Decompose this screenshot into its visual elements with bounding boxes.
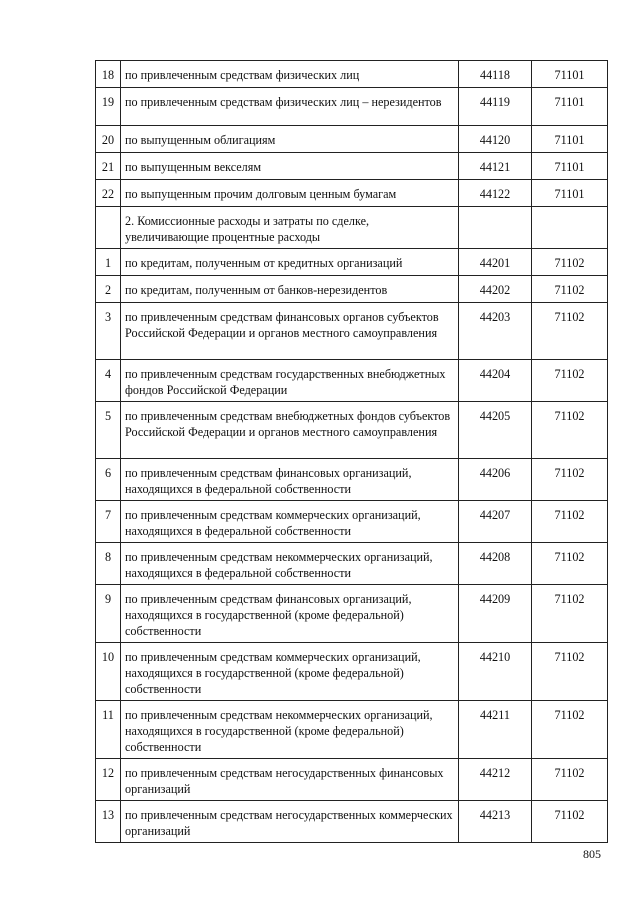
row-symbol-code — [532, 207, 608, 249]
row-number: 2 — [96, 276, 121, 303]
row-account-code: 44119 — [459, 88, 532, 126]
row-account-code — [459, 207, 532, 249]
row-account-code: 44204 — [459, 360, 532, 402]
row-account-code: 44201 — [459, 249, 532, 276]
row-account-code: 44205 — [459, 402, 532, 459]
row-account-code: 44209 — [459, 585, 532, 643]
row-symbol-code: 71101 — [532, 126, 608, 153]
row-symbol-code: 71102 — [532, 459, 608, 501]
row-number: 11 — [96, 701, 121, 759]
row-symbol-code: 71102 — [532, 360, 608, 402]
table-row — [96, 61, 608, 88]
row-number: 8 — [96, 543, 121, 585]
row-number: 13 — [96, 801, 121, 843]
row-account-code: 44121 — [459, 153, 532, 180]
row-number — [96, 207, 121, 249]
table-row — [96, 249, 608, 276]
row-account-code: 44202 — [459, 276, 532, 303]
table-row — [96, 276, 608, 303]
table-row — [96, 501, 608, 543]
row-number: 1 — [96, 249, 121, 276]
table-row — [96, 402, 608, 459]
row-symbol-code: 71102 — [532, 585, 608, 643]
row-description: по привлеченным средствам финансовых организаций, находящихся в федеральной собственности — [121, 459, 459, 501]
row-number: 20 — [96, 126, 121, 153]
row-description: по привлеченным средствам коммерческих организаций, находящихся в федеральной собственности — [121, 501, 459, 543]
row-number: 22 — [96, 180, 121, 207]
table-row — [96, 801, 608, 843]
table-row — [96, 643, 608, 701]
page-number: 805 — [583, 847, 601, 861]
row-description: по привлеченным средствам внебюджетных фондов субъектов Российской Федерации и органов местного самоуправления — [121, 402, 459, 459]
row-number: 18 — [96, 61, 121, 88]
table-row — [96, 360, 608, 402]
row-account-code: 44120 — [459, 126, 532, 153]
section-title: 2. Комиссионные расходы и затраты по сделке, увеличивающие процентные расходы — [121, 207, 459, 249]
row-account-code: 44212 — [459, 759, 532, 801]
table-row — [96, 543, 608, 585]
row-number: 9 — [96, 585, 121, 643]
row-number: 5 — [96, 402, 121, 459]
table-row — [96, 585, 608, 643]
table-row — [96, 88, 608, 126]
row-symbol-code: 71101 — [532, 61, 608, 88]
row-account-code: 44118 — [459, 61, 532, 88]
row-description: по привлеченным средствам некоммерческих организаций, находящихся в государственной (кроме федеральной) собственности — [121, 701, 459, 759]
row-description: по привлеченным средствам некоммерческих организаций, находящихся в федеральной собственности — [121, 543, 459, 585]
row-symbol-code: 71102 — [532, 276, 608, 303]
row-description: по привлеченным средствам финансовых органов субъектов Российской Федерации и органов местного самоуправления — [121, 303, 459, 360]
account-table-body — [96, 61, 608, 843]
row-description: по выпущенным векселям — [121, 153, 459, 180]
row-symbol-code: 71102 — [532, 759, 608, 801]
row-description: по выпущенным облигациям — [121, 126, 459, 153]
row-number: 4 — [96, 360, 121, 402]
row-description: по привлеченным средствам негосударственных финансовых организаций — [121, 759, 459, 801]
row-number: 6 — [96, 459, 121, 501]
account-table — [95, 60, 608, 843]
row-number: 3 — [96, 303, 121, 360]
row-symbol-code: 71102 — [532, 801, 608, 843]
row-number: 19 — [96, 88, 121, 126]
table-row — [96, 180, 608, 207]
row-number: 10 — [96, 643, 121, 701]
row-account-code: 44122 — [459, 180, 532, 207]
row-symbol-code: 71102 — [532, 701, 608, 759]
row-description: по привлеченным средствам финансовых организаций, находящихся в государственной (кроме федеральной) собственности — [121, 585, 459, 643]
table-row — [96, 303, 608, 360]
row-symbol-code: 71102 — [532, 643, 608, 701]
row-description: по привлеченным средствам физических лиц — [121, 61, 459, 88]
table-row — [96, 153, 608, 180]
row-account-code: 44210 — [459, 643, 532, 701]
row-symbol-code: 71102 — [532, 249, 608, 276]
row-symbol-code: 71102 — [532, 402, 608, 459]
row-description: по привлеченным средствам государственных внебюджетных фондов Российской Федерации — [121, 360, 459, 402]
row-description: по кредитам, полученным от кредитных организаций — [121, 249, 459, 276]
row-account-code: 44211 — [459, 701, 532, 759]
row-description: по выпущенным прочим долговым ценным бумагам — [121, 180, 459, 207]
row-symbol-code: 71101 — [532, 180, 608, 207]
row-description: по привлеченным средствам физических лиц – нерезидентов — [121, 88, 459, 126]
table-row — [96, 759, 608, 801]
row-symbol-code: 71102 — [532, 303, 608, 360]
row-description: по привлеченным средствам коммерческих организаций, находящихся в государственной (кроме федеральной) собственности — [121, 643, 459, 701]
row-account-code: 44213 — [459, 801, 532, 843]
row-description: по привлеченным средствам негосударственных коммерческих организаций — [121, 801, 459, 843]
row-account-code: 44207 — [459, 501, 532, 543]
table-row — [96, 126, 608, 153]
row-number: 12 — [96, 759, 121, 801]
section-header-row — [96, 207, 608, 249]
row-number: 21 — [96, 153, 121, 180]
row-account-code: 44206 — [459, 459, 532, 501]
row-symbol-code: 71101 — [532, 88, 608, 126]
row-symbol-code: 71102 — [532, 543, 608, 585]
table-row — [96, 459, 608, 501]
row-description: по кредитам, полученным от банков-нерезидентов — [121, 276, 459, 303]
row-account-code: 44203 — [459, 303, 532, 360]
row-symbol-code: 71101 — [532, 153, 608, 180]
row-number: 7 — [96, 501, 121, 543]
row-symbol-code: 71102 — [532, 501, 608, 543]
table-row — [96, 701, 608, 759]
row-account-code: 44208 — [459, 543, 532, 585]
